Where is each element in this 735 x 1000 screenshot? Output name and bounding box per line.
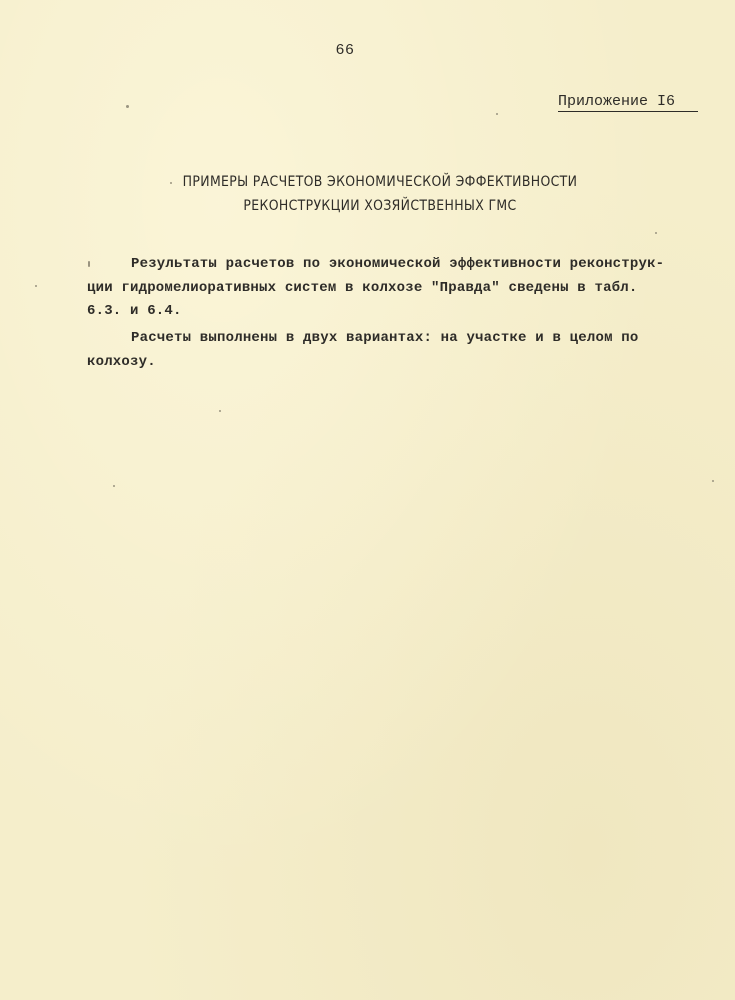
paper-speck <box>219 410 221 412</box>
paper-speck <box>655 232 657 234</box>
title-line-1: ПРИМЕРЫ РАСЧЕТОВ ЭКОНОМИЧЕСКОЙ ЭФФЕКТИВНОСТИ <box>182 174 578 190</box>
paper-speck <box>496 113 498 115</box>
paragraph-2-line-2: колхозу. <box>87 354 156 370</box>
paragraph-1-line-2: ции гидромелиоративных систем в колхозе "Правда" сведены в табл. <box>87 280 638 296</box>
paper-speck <box>126 105 129 108</box>
page-number: 66 <box>335 42 355 59</box>
paper-speck <box>712 480 714 482</box>
title-line-2: РЕКОНСТРУКЦИИ ХОЗЯЙСТВЕННЫХ ГМС <box>243 198 517 214</box>
appendix-label: Приложение I6 <box>558 93 698 112</box>
paper-speck <box>88 261 90 267</box>
paper-speck <box>113 485 115 487</box>
paragraph-1-line-1: Результаты расчетов по экономической эффективности реконструк- <box>131 256 665 272</box>
paper-speck <box>170 182 172 184</box>
paper-speck <box>35 285 37 287</box>
paragraph-1-line-3: 6.3. и 6.4. <box>87 303 182 319</box>
paragraph-2-line-1: Расчеты выполнены в двух вариантах: на участке и в целом по <box>131 330 639 346</box>
